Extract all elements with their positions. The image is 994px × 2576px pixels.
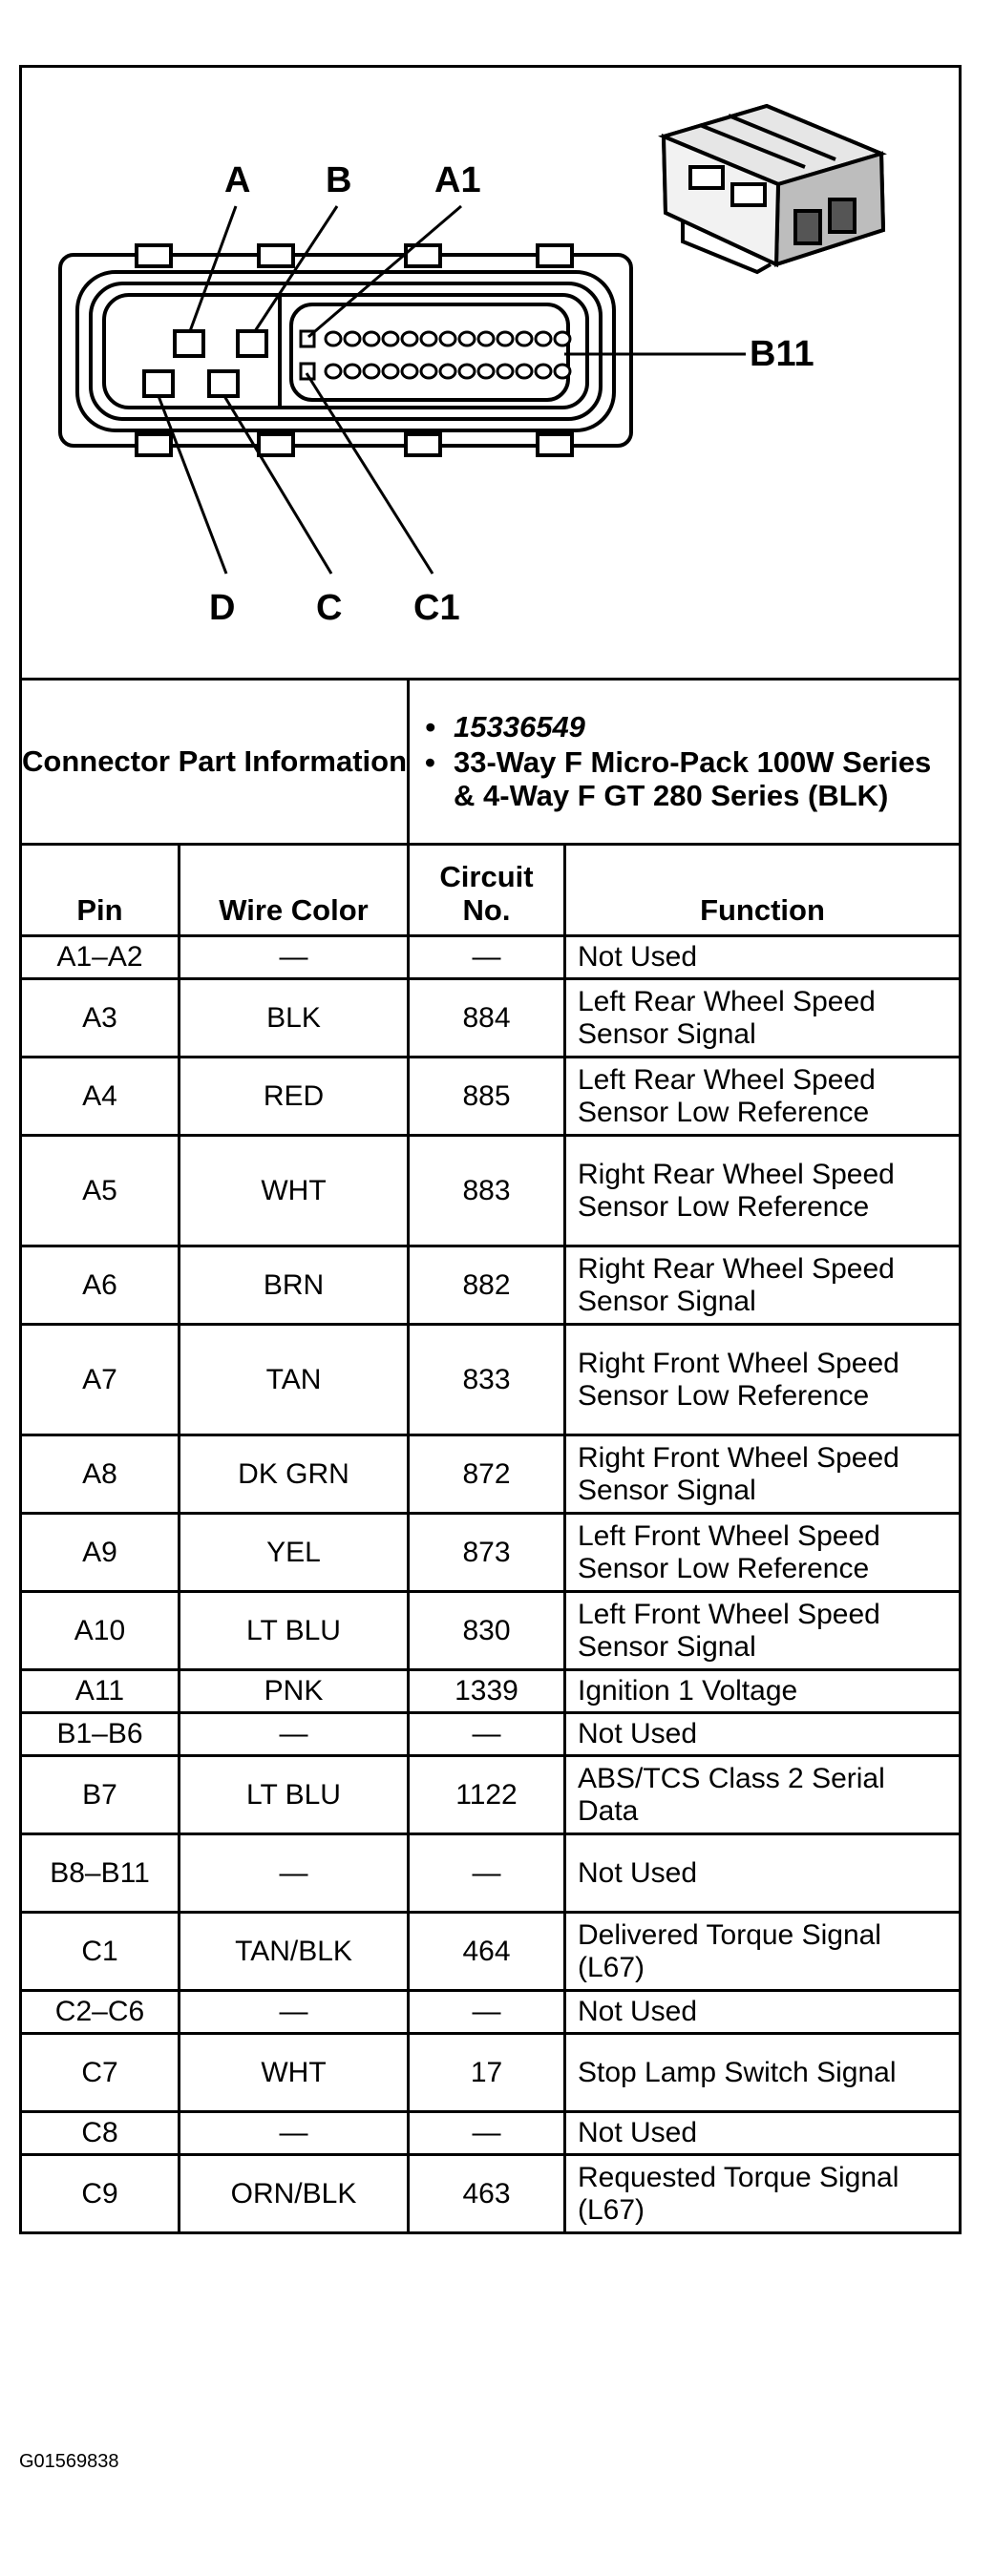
cavity-a [175, 331, 203, 356]
pin-cell: A6 [21, 1246, 180, 1325]
circuit-cell: 464 [409, 1913, 565, 1991]
pin-cell: C7 [21, 2034, 180, 2112]
circuit-cell: — [409, 1991, 565, 2034]
wire-color-cell: — [180, 1991, 409, 2034]
function-cell: Not Used [565, 936, 961, 979]
function-cell: Left Rear Wheel Speed Sensor Low Reference [565, 1058, 961, 1136]
connector-sheet [19, 65, 959, 2429]
wire-color-cell: PNK [180, 1670, 409, 1713]
circuit-cell: 17 [409, 2034, 565, 2112]
connector-face-drawing [22, 68, 956, 675]
pin-cell: A11 [21, 1670, 180, 1713]
terminal-pin [440, 365, 455, 378]
pin-cell: A9 [21, 1514, 180, 1592]
terminal-pin [345, 332, 360, 346]
cavity-c [209, 371, 238, 396]
pin-cell: A4 [21, 1058, 180, 1136]
circuit-cell: 883 [409, 1136, 565, 1246]
header-circuit-no: Circuit No. [409, 845, 565, 936]
terminal-pin [536, 332, 551, 346]
table-row [21, 1834, 961, 1913]
function-cell: Right Front Wheel Speed Sensor Low Reference [565, 1325, 961, 1435]
wire-color-cell: YEL [180, 1514, 409, 1592]
pin-cell: A10 [21, 1592, 180, 1670]
connector-diagram [21, 67, 961, 680]
circuit-cell: 885 [409, 1058, 565, 1136]
terminal-pin [536, 365, 551, 378]
pin-cell: C9 [21, 2155, 180, 2233]
function-cell: Requested Torque Signal (L67) [565, 2155, 961, 2233]
circuit-cell: 872 [409, 1435, 565, 1514]
header-function: Function [565, 845, 961, 936]
wire-color-cell: LT BLU [180, 1756, 409, 1834]
function-cell: Left Rear Wheel Speed Sensor Signal [565, 979, 961, 1058]
function-cell: Right Rear Wheel Speed Sensor Low Reference [565, 1136, 961, 1246]
table-row [21, 1325, 961, 1435]
circuit-cell: — [409, 936, 565, 979]
terminal-pin [459, 332, 475, 346]
terminal-pin [517, 365, 532, 378]
function-cell: Not Used [565, 1713, 961, 1756]
label-a: A [224, 160, 251, 200]
function-cell: Not Used [565, 1991, 961, 2034]
circuit-cell: 882 [409, 1246, 565, 1325]
terminal-pin [364, 332, 379, 346]
wire-color-cell: DK GRN [180, 1435, 409, 1514]
label-b: B [326, 160, 352, 200]
label-a1: A1 [434, 160, 481, 200]
table-row [21, 1991, 961, 2034]
pin-cell: A1–A2 [21, 936, 180, 979]
wire-color-cell: BRN [180, 1246, 409, 1325]
table-row [21, 2112, 961, 2155]
terminal-pin [345, 365, 360, 378]
cavity-b [238, 331, 266, 356]
pinout-rows [21, 936, 961, 2233]
circuit-cell: — [409, 1834, 565, 1913]
table-row [21, 1514, 961, 1592]
header-pin: Pin [21, 845, 180, 936]
terminal-pin [421, 332, 436, 346]
pin-cell: B8–B11 [21, 1834, 180, 1913]
table-row [21, 979, 961, 1058]
terminal-pin [326, 365, 341, 378]
wire-color-cell: TAN/BLK [180, 1913, 409, 1991]
table-row [21, 1670, 961, 1713]
circuit-cell: 830 [409, 1592, 565, 1670]
wire-color-cell: LT BLU [180, 1592, 409, 1670]
terminal-pin [517, 332, 532, 346]
terminal-pin [421, 365, 436, 378]
terminal-pin [497, 365, 513, 378]
function-cell: Left Front Wheel Speed Sensor Signal [565, 1592, 961, 1670]
circuit-cell: 873 [409, 1514, 565, 1592]
part-number: • 15336549 [425, 710, 943, 743]
terminal-pin [383, 332, 398, 346]
pin-cell: B1–B6 [21, 1713, 180, 1756]
connector-part-info [409, 680, 961, 845]
terminal-pin [364, 365, 379, 378]
pin-cell: C2–C6 [21, 1991, 180, 2034]
wire-color-cell: WHT [180, 1136, 409, 1246]
wire-color-cell: — [180, 936, 409, 979]
function-cell: Right Rear Wheel Speed Sensor Signal [565, 1246, 961, 1325]
pin-cell: B7 [21, 1756, 180, 1834]
connector-isometric-view [664, 106, 883, 272]
label-c: C [316, 588, 343, 628]
function-cell: ABS/TCS Class 2 Serial Data [565, 1756, 961, 1834]
circuit-cell: — [409, 1713, 565, 1756]
terminal-pin [478, 365, 494, 378]
function-cell: Right Front Wheel Speed Sensor Signal [565, 1435, 961, 1514]
wire-color-cell: — [180, 1834, 409, 1913]
function-cell: Not Used [565, 1834, 961, 1913]
table-row [21, 2034, 961, 2112]
function-cell: Ignition 1 Voltage [565, 1670, 961, 1713]
terminal-pin [383, 365, 398, 378]
table-row [21, 1913, 961, 1991]
connector-description: • 33-Way F Micro-Pack 100W Series & 4-Way F GT 280 Series (BLK) [425, 745, 943, 812]
pin-cell: C1 [21, 1913, 180, 1991]
wire-color-cell: TAN [180, 1325, 409, 1435]
circuit-cell: 1339 [409, 1670, 565, 1713]
connector-table [19, 65, 962, 2234]
wire-color-cell: — [180, 2112, 409, 2155]
pin-cell: A5 [21, 1136, 180, 1246]
table-row [21, 1246, 961, 1325]
terminal-pin [555, 365, 570, 378]
table-row [21, 936, 961, 979]
terminal-pin [497, 332, 513, 346]
circuit-cell: 884 [409, 979, 565, 1058]
circuit-cell: 1122 [409, 1756, 565, 1834]
wire-color-cell: WHT [180, 2034, 409, 2112]
wire-color-cell: BLK [180, 979, 409, 1058]
terminal-pin [440, 332, 455, 346]
function-cell: Stop Lamp Switch Signal [565, 2034, 961, 2112]
terminal-pin [326, 332, 341, 346]
pin-cell: A7 [21, 1325, 180, 1435]
label-b11: B11 [750, 334, 814, 374]
circuit-cell: 463 [409, 2155, 565, 2233]
function-cell: Delivered Torque Signal (L67) [565, 1913, 961, 1991]
label-c1: C1 [413, 588, 460, 628]
pin-cell: C8 [21, 2112, 180, 2155]
cavity-d [144, 371, 173, 396]
table-row [21, 1136, 961, 1246]
table-row [21, 1713, 961, 1756]
table-row [21, 1058, 961, 1136]
terminal-pin [555, 332, 570, 346]
terminal-pin [459, 365, 475, 378]
terminal-pin [402, 332, 417, 346]
wire-color-cell: RED [180, 1058, 409, 1136]
function-cell: Left Front Wheel Speed Sensor Low Reference [565, 1514, 961, 1592]
table-row [21, 1756, 961, 1834]
terminal-pin [478, 332, 494, 346]
wire-color-cell: ORN/BLK [180, 2155, 409, 2233]
pin-cell: A8 [21, 1435, 180, 1514]
function-cell: Not Used [565, 2112, 961, 2155]
table-row [21, 1592, 961, 1670]
figure-code: G01569838 [19, 2451, 119, 2472]
wire-color-cell: — [180, 1713, 409, 1756]
table-row [21, 2155, 961, 2233]
header-wire-color: Wire Color [180, 845, 409, 936]
label-d: D [209, 588, 236, 628]
table-row [21, 1435, 961, 1514]
circuit-cell: 833 [409, 1325, 565, 1435]
terminal-pin [402, 365, 417, 378]
pin-cell: A3 [21, 979, 180, 1058]
connector-part-info-label: Connector Part Information [21, 680, 409, 845]
circuit-cell: — [409, 2112, 565, 2155]
micro-pack-cavity [291, 304, 568, 400]
